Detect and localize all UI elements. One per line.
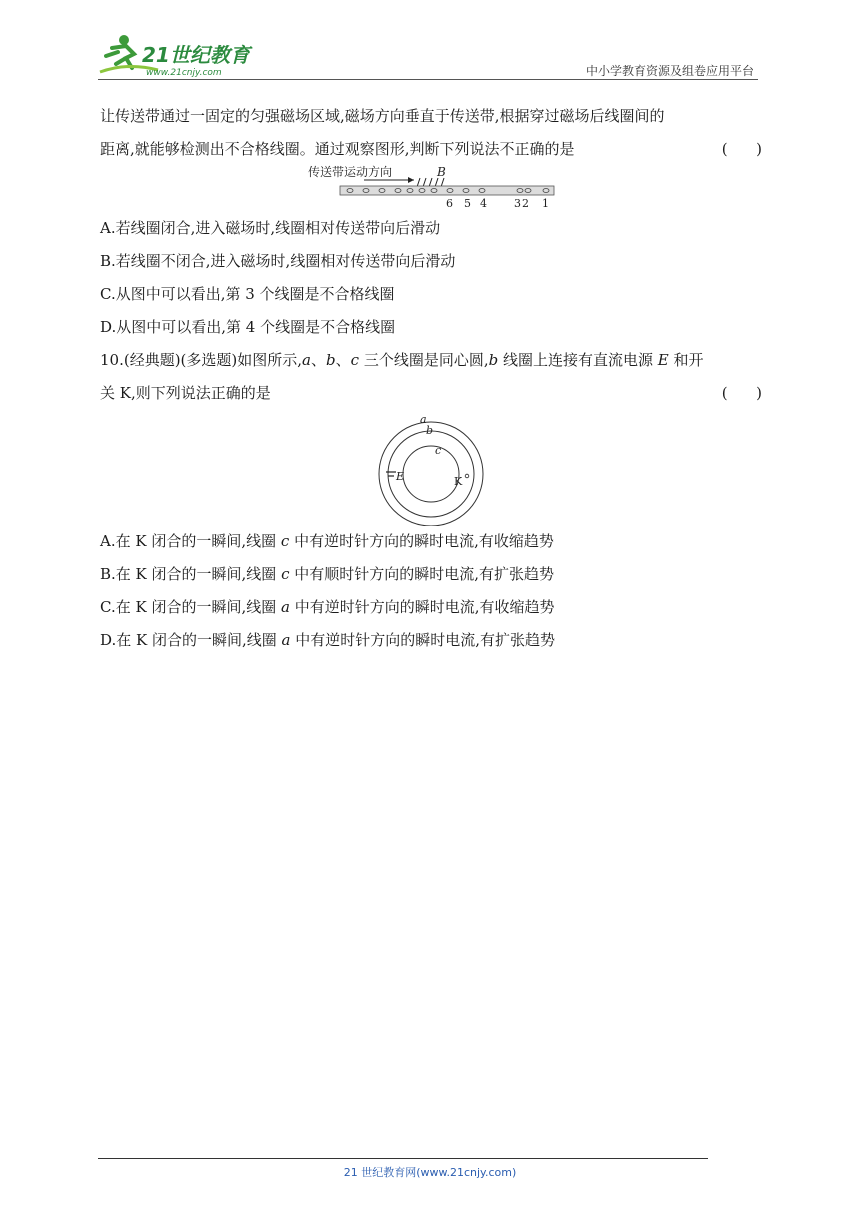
q10-var-a: a [302, 351, 311, 369]
field-label-b: B [437, 165, 446, 179]
label-b: b [426, 424, 434, 437]
q9-stem-line1: 让传送带通过一固定的匀强磁场区域,磁场方向垂直于传送带,根据穿过磁场后线圈间的 [100, 107, 665, 125]
q10-option-c-var: a [281, 598, 290, 616]
q9-option-a: A.若线圈闭合,进入磁场时,线圈相对传送带向后滑动 [100, 219, 441, 237]
coil-number-5: 5 [464, 197, 471, 210]
q10-option-c [100, 591, 762, 624]
q10-option-a-pre: A.在 K 闭合的一瞬间,线圈 [100, 532, 281, 550]
coil-c [403, 446, 459, 502]
q9-stem-line2 [100, 133, 762, 166]
q10-option-b-var: c [281, 565, 290, 583]
coil-number-6: 6 [446, 197, 453, 210]
label-k: K [454, 475, 463, 488]
footer-divider [98, 1158, 708, 1159]
label-c: c [435, 444, 442, 457]
logo-wordmark: 21世纪教育 [142, 43, 250, 67]
platform-name: 中小学教育资源及组卷应用平台 [585, 64, 754, 78]
q10-option-a-post: 中有逆时针方向的瞬时电流,有收缩趋势 [289, 532, 554, 550]
q10-option-d-var: a [281, 631, 291, 649]
q9-stem-text: 距离,就能够检测出不合格线圈。通过观察图形,判断下列说法不正确的是 [100, 140, 575, 158]
logo-url: www.21cnjy.com [146, 68, 222, 78]
belt-direction-label: 传送带运动方向 [308, 165, 393, 179]
q10-option-d-pre: D.在 K 闭合的一瞬间,线圈 [100, 631, 282, 649]
coil-number-2: 2 [522, 197, 529, 210]
q10-var-b2: b [488, 351, 499, 369]
concentric-coils-figure [376, 414, 486, 526]
q10-option-a [100, 525, 762, 558]
coil-number-4: 4 [480, 197, 487, 210]
q10-mid2: 线圈上连接有直流电源 [498, 351, 658, 369]
header-divider [98, 79, 758, 80]
q9-option-b: B.若线圈不闭合,进入磁场时,线圈相对传送带向后滑动 [100, 252, 456, 270]
conveyor-belt-figure [304, 164, 560, 210]
q10-option-b [100, 558, 762, 591]
q10-option-d [100, 624, 762, 657]
switch-contact [465, 474, 469, 478]
q10-prefix: 10.(经典题)(多选题)如图所示, [100, 351, 303, 369]
q10-option-c-pre: C.在 K 闭合的一瞬间,线圈 [100, 598, 281, 616]
belt-arrow-head [408, 177, 414, 183]
coil-number-1: 1 [542, 197, 549, 210]
q10-suffix: 和开 [668, 351, 704, 369]
site-logo [98, 32, 268, 78]
q9-option-d: D.从图中可以看出,第 4 个线圈是不合格线圈 [100, 318, 396, 336]
q10-var-b: b [326, 351, 336, 369]
q10-option-c-post: 中有逆时针方向的瞬时电流,有收缩趋势 [289, 598, 555, 616]
q10-option-a-var: c [280, 532, 290, 550]
q10-stem-text: 关 K,则下列说法正确的是 [100, 384, 271, 402]
q10-var-c: c [350, 351, 360, 369]
q10-sep2: 、 [335, 351, 351, 369]
label-e: E [396, 470, 405, 483]
q10-option-b-pre: B.在 K 闭合的一瞬间,线圈 [100, 565, 282, 583]
q9-option-c: C.从图中可以看出,第 3 个线圈是不合格线圈 [100, 285, 395, 303]
q10-option-b-post: 中有顺时针方向的瞬时电流,有扩张趋势 [289, 565, 555, 583]
q10-stem-line1 [100, 344, 762, 377]
footer-text: 21 世纪教育网(www.21cnjy.com) [343, 1166, 517, 1179]
q10-var-E: E [657, 351, 669, 369]
logo-figure-body [106, 46, 134, 68]
q10-answer-blank: ( ) [721, 384, 762, 402]
q10-mid1: 三个线圈是同心圆, [359, 351, 489, 369]
coil-number-3: 3 [514, 197, 521, 210]
page-header [98, 32, 758, 80]
logo-figure-head [119, 35, 129, 45]
q10-stem-line2 [100, 377, 762, 410]
q9-answer-blank: ( ) [721, 140, 762, 158]
label-a: a [420, 414, 427, 426]
q10-sep1: 、 [311, 351, 327, 369]
q10-option-d-post: 中有逆时针方向的瞬时电流,有扩张趋势 [290, 631, 556, 649]
